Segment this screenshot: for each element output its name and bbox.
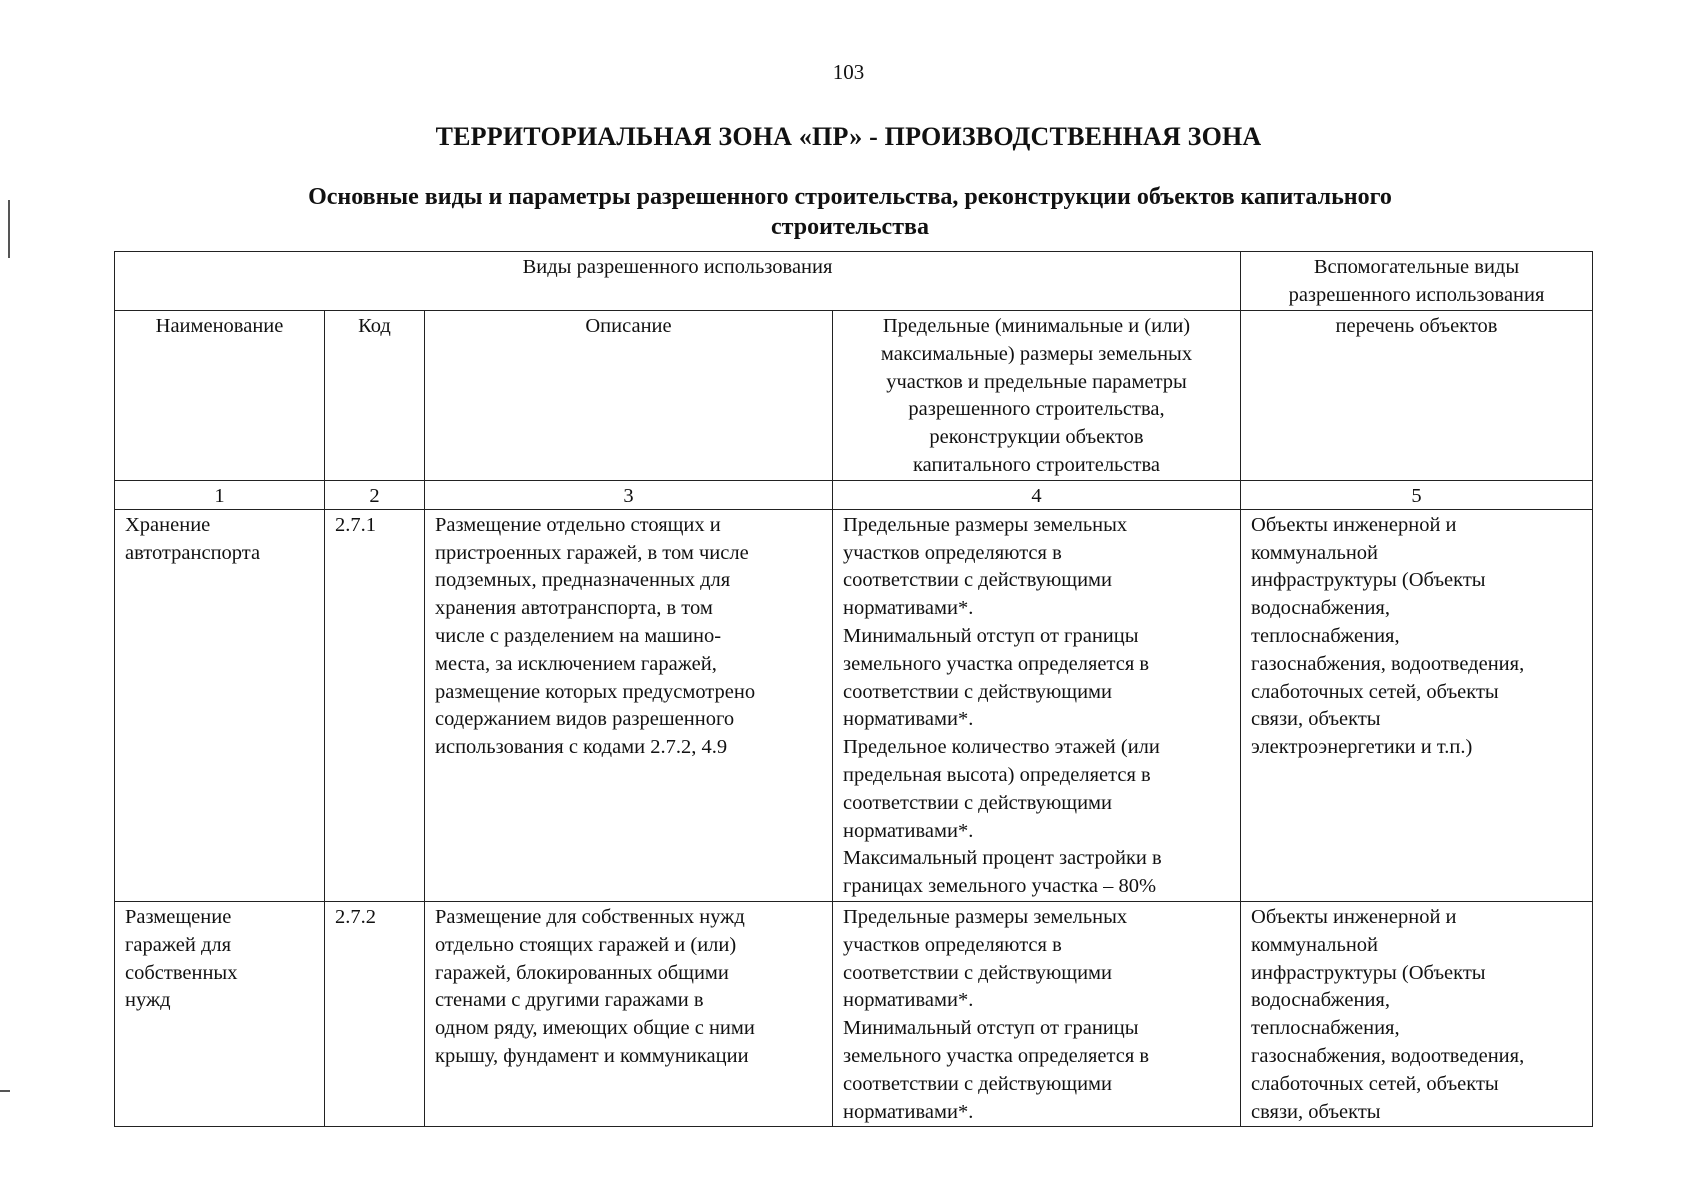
cell-line: использования с кодами 2.7.2, 4.9 xyxy=(435,736,728,759)
aux-header-line: разрешенного использования xyxy=(1288,283,1545,306)
cell-line: хранения автотранспорта, в том xyxy=(435,597,713,620)
table-column-header-row xyxy=(115,311,1593,481)
cell-code: 2.7.2 xyxy=(325,901,425,1126)
col-number: 5 xyxy=(1241,480,1593,509)
cell-line: соответствии с действующими xyxy=(843,569,1112,592)
cell-line: соответствии с действующими xyxy=(843,961,1112,984)
aux-header-line: Вспомогательные виды xyxy=(1313,256,1520,278)
cell-line: гаражей для xyxy=(125,933,232,956)
col-number: 1 xyxy=(115,480,325,509)
cell-line: нормативами*. xyxy=(843,708,974,731)
scan-margin-mark xyxy=(0,1090,10,1092)
cell-line: размещение которых предусмотрено xyxy=(435,680,756,703)
col-header-description: Описание xyxy=(425,311,833,481)
cell-line: слаботочных сетей, объекты xyxy=(1251,1072,1499,1095)
land-use-table xyxy=(114,251,1593,1127)
table-row xyxy=(115,509,1593,901)
cell-line: крышу, фундамент и коммуникации xyxy=(435,1044,749,1067)
cell-line: отдельно стоящих гаражей и (или) xyxy=(435,933,737,956)
cell-line: водоснабжения, xyxy=(1251,597,1390,620)
cell-name xyxy=(115,509,325,901)
cell-line: газоснабжения, водоотведения, xyxy=(1251,652,1525,675)
cell-line: участков определяются в xyxy=(843,933,1062,956)
col-header-params-line: Предельные (минимальные и (или) xyxy=(882,315,1191,337)
cell-params xyxy=(833,901,1241,1126)
table-column-numbers-row xyxy=(115,480,1593,509)
cell-line: слаботочных сетей, объекты xyxy=(1251,680,1499,703)
cell-code: 2.7.1 xyxy=(325,509,425,901)
cell-line: Размещение отдельно стоящих и xyxy=(435,513,721,536)
cell-line: содержанием видов разрешенного xyxy=(435,708,735,731)
cell-line: стенами с другими гаражами в xyxy=(435,989,704,1012)
col-header-objects: перечень объектов xyxy=(1241,311,1593,481)
col-header-params-line: разрешенного строительства, xyxy=(908,398,1165,421)
cell-line: Хранение xyxy=(125,513,211,536)
col-header-code: Код xyxy=(325,311,425,481)
cell-description xyxy=(425,509,833,901)
cell-line: Максимальный процент застройки в xyxy=(843,847,1162,870)
cell-line: автотранспорта xyxy=(125,541,261,564)
cell-line: электроэнергетики и т.п.) xyxy=(1251,736,1473,759)
cell-line: собственных xyxy=(125,961,238,984)
cell-name xyxy=(115,901,325,1126)
cell-description xyxy=(425,901,833,1126)
cell-line: Предельное количество этажей (или xyxy=(843,736,1160,759)
col-header-params-line: реконструкции объектов xyxy=(929,426,1144,449)
cell-line: числе с разделением на машино- xyxy=(435,624,722,647)
cell-line: нормативами*. xyxy=(843,819,974,842)
cell-params xyxy=(833,509,1241,901)
cell-line: Объекты инженерной и xyxy=(1251,513,1457,536)
cell-line: соответствии с действующими xyxy=(843,680,1112,703)
cell-line: водоснабжения, xyxy=(1251,989,1390,1012)
cell-line: связи, объекты xyxy=(1251,708,1381,731)
col-header-params-line: капитального строительства xyxy=(913,453,1160,476)
aux-header-cell xyxy=(1241,252,1593,311)
table-row xyxy=(115,901,1593,1126)
section-subtitle xyxy=(200,182,1500,242)
subtitle-line: Основные виды и параметры разрешенного строительства, реконструкции объектов капитального xyxy=(308,184,1392,210)
cell-line: нормативами*. xyxy=(843,597,974,620)
cell-line: нормативами*. xyxy=(843,989,974,1012)
cell-line: одном ряду, имеющих общие с ними xyxy=(435,1017,755,1040)
cell-line: связи, объекты xyxy=(1251,1100,1381,1123)
col-number: 3 xyxy=(425,480,833,509)
cell-line: Предельные размеры земельных xyxy=(843,905,1128,928)
cell-line: предельная высота) определяется в xyxy=(843,763,1151,786)
cell-line: подземных, предназначенных для xyxy=(435,569,731,592)
cell-line: теплоснабжения, xyxy=(1251,624,1400,647)
subtitle-line: строительства xyxy=(771,214,929,240)
group-header-label: Виды разрешенного использования xyxy=(522,256,833,278)
cell-line: гаражей, блокированных общими xyxy=(435,961,729,984)
cell-line: Минимальный отступ от границы xyxy=(843,1017,1139,1040)
cell-line: Размещение xyxy=(125,905,232,928)
scan-margin-mark xyxy=(8,200,10,258)
cell-line: Объекты инженерной и xyxy=(1251,905,1457,928)
cell-line: Размещение для собственных нужд xyxy=(435,905,745,928)
group-header-cell xyxy=(115,252,1241,311)
cell-line: газоснабжения, водоотведения, xyxy=(1251,1044,1525,1067)
cell-line: Предельные размеры земельных xyxy=(843,513,1128,536)
cell-line: пристроенных гаражей, в том числе xyxy=(435,541,749,564)
cell-line: инфраструктуры (Объекты xyxy=(1251,961,1486,984)
cell-line: участков определяются в xyxy=(843,541,1062,564)
cell-line: соответствии с действующими xyxy=(843,1072,1112,1095)
col-header-params-line: максимальные) размеры земельных xyxy=(880,342,1193,365)
col-header-params xyxy=(833,311,1241,481)
cell-line: инфраструктуры (Объекты xyxy=(1251,569,1486,592)
col-number: 2 xyxy=(325,480,425,509)
cell-line: теплоснабжения, xyxy=(1251,1017,1400,1040)
cell-line: Минимальный отступ от границы xyxy=(843,624,1139,647)
cell-line: соответствии с действующими xyxy=(843,791,1112,814)
cell-line: места, за исключением гаражей, xyxy=(435,652,717,675)
page-number: 103 xyxy=(832,60,865,84)
cell-objects xyxy=(1241,509,1593,901)
col-number: 4 xyxy=(833,480,1241,509)
cell-line: земельного участка определяется в xyxy=(843,652,1150,675)
cell-line: земельного участка определяется в xyxy=(843,1044,1150,1067)
cell-line: нужд xyxy=(125,989,171,1012)
cell-line: границах земельного участка – 80% xyxy=(843,875,1157,898)
cell-line: коммунальной xyxy=(1251,933,1379,956)
cell-line: нормативами*. xyxy=(843,1100,974,1123)
zone-title: ТЕРРИТОРИАЛЬНАЯ ЗОНА «ПР» - ПРОИЗВОДСТВЕННАЯ ЗОНА xyxy=(435,122,1262,151)
cell-objects xyxy=(1241,901,1593,1126)
col-header-name: Наименование xyxy=(115,311,325,481)
cell-line: коммунальной xyxy=(1251,541,1379,564)
table-group-header-row xyxy=(115,252,1593,311)
col-header-params-line: участков и предельные параметры xyxy=(886,370,1187,393)
